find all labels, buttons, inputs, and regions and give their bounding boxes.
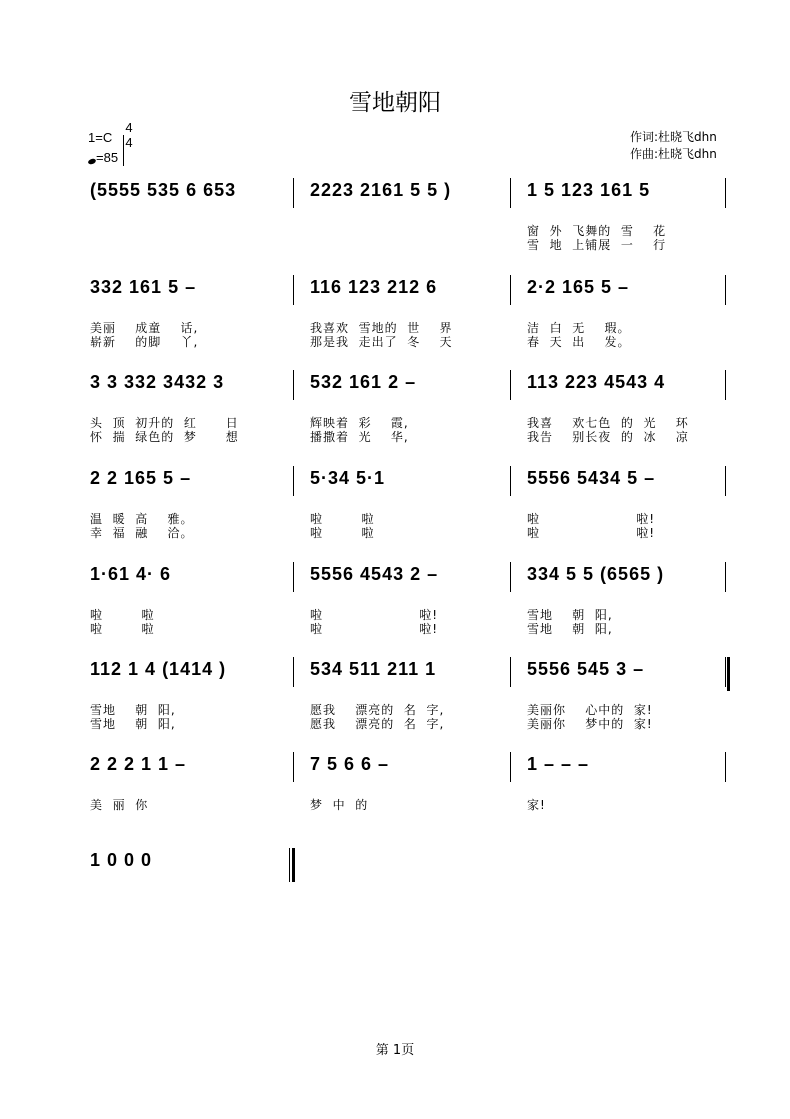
staff-row: [0, 178, 790, 274]
bar-line: [725, 370, 726, 400]
measure-notes: 116 123 212 6: [310, 277, 438, 297]
lyric-line-2: 啦 啦!: [310, 622, 439, 636]
bar-line: [510, 178, 511, 208]
measure-notes: 2 2 2 1 1 –: [90, 754, 187, 774]
bar-line: [510, 275, 511, 305]
bar-line: [510, 370, 511, 400]
bar-line: [289, 848, 290, 882]
lyric-line-1: 辉映着 彩 霞,: [310, 416, 409, 430]
bar-line: [510, 657, 511, 687]
staff-row: [0, 562, 790, 658]
lyric-line-2: 雪地 朝 阳,: [90, 717, 176, 731]
lyric-line-1: 雪地 朝 阳,: [90, 703, 176, 717]
bar-line: [293, 657, 294, 687]
repeat-bar-line: [727, 657, 730, 691]
bar-line: [725, 275, 726, 305]
bar-line: [510, 752, 511, 782]
bar-line: [510, 562, 511, 592]
bar-line: [293, 562, 294, 592]
measure-notes: 2223 2161 5 5 ): [310, 180, 452, 200]
measure-notes: 5·34 5·1: [310, 468, 386, 488]
composer-credit: 作曲:杜晓飞dhn: [630, 147, 717, 161]
time-sig-bottom: 4: [125, 135, 133, 150]
lyric-line-1: 家!: [527, 798, 546, 812]
lyric-line-1: 啦 啦!: [527, 512, 656, 526]
lyric-line-2: 怀 揣 绿色的 梦 想: [90, 430, 239, 444]
staff-row: [0, 752, 790, 848]
time-sig-line: [123, 135, 124, 166]
measure-notes: 7 5 6 6 –: [310, 754, 390, 774]
lyric-line-2: 雪 地 上铺展 一 行: [527, 238, 667, 252]
measure-notes: 112 1 4 (1414 ): [90, 659, 227, 679]
bar-line: [725, 752, 726, 782]
measure-notes: 5556 4543 2 –: [310, 564, 439, 584]
lyric-line-2: 美丽你 梦中的 家!: [527, 717, 653, 731]
measure-notes: (5555 535 6 653: [90, 180, 237, 200]
lyric-line-1: 美 丽 你: [90, 798, 149, 812]
key-signature: 1=C: [88, 130, 113, 145]
lyric-line-2: 幸 福 融 洽。: [90, 526, 194, 540]
lyricist-credit: 作词:杜晓飞dhn: [630, 130, 717, 144]
lyric-line-1: 啦 啦: [90, 608, 155, 622]
staff-row: [0, 466, 790, 562]
lyric-line-2: 啦 啦!: [527, 526, 656, 540]
measure-notes: 332 161 5 –: [90, 277, 197, 297]
time-sig-top: 4: [125, 120, 133, 135]
measure-notes: 1 5 123 161 5: [527, 180, 651, 200]
bar-line: [725, 178, 726, 208]
page-number: 第 1页: [375, 1043, 415, 1058]
measure-notes: 1 0 0 0: [90, 850, 153, 870]
lyric-line-1: 愿我 漂亮的 名 字,: [310, 703, 445, 717]
measure-notes: 5556 545 3 –: [527, 659, 645, 679]
time-signature: [122, 120, 136, 150]
lyric-line-1: 窗 外 飞舞的 雪 花: [527, 224, 667, 238]
lyric-line-1: 雪地 朝 阳,: [527, 608, 613, 622]
measure-notes: 534 511 211 1: [310, 659, 437, 679]
lyric-line-1: 美丽 成童 话,: [90, 321, 199, 335]
lyric-line-1: 我喜 欢七色 的 光 环: [527, 416, 689, 430]
lyric-line-2: 我告 别长夜 的 冰 凉: [527, 430, 689, 444]
lyric-line-2: 啦 啦: [310, 526, 375, 540]
staff-row: [0, 848, 790, 944]
lyric-line-2: 愿我 漂亮的 名 字,: [310, 717, 445, 731]
bar-line: [293, 752, 294, 782]
lyric-line-2: 春 天 出 发。: [527, 335, 631, 349]
lyric-line-1: 头 顶 初升的 红 日: [90, 416, 239, 430]
bar-line: [725, 562, 726, 592]
measure-notes: 334 5 5 (6565 ): [527, 564, 665, 584]
measure-notes: 2·2 165 5 –: [527, 277, 630, 297]
bar-line: [293, 370, 294, 400]
measure-notes: 1·61 4· 6: [90, 564, 172, 584]
staff-row: [0, 370, 790, 466]
lyric-line-2: 播撒着 光 华,: [310, 430, 409, 444]
bar-line: [293, 275, 294, 305]
bar-line: [725, 657, 726, 687]
measure-notes: 532 161 2 –: [310, 372, 417, 392]
measure-notes: 3 3 332 3432 3: [90, 372, 225, 392]
lyric-line-1: 啦 啦!: [310, 608, 439, 622]
lyric-line-2: 那是我 走出了 冬 天: [310, 335, 453, 349]
bar-line: [725, 466, 726, 496]
staff-row: [0, 275, 790, 371]
lyric-line-1: 我喜欢 雪地的 世 界: [310, 321, 453, 335]
bar-line: [293, 178, 294, 208]
measure-notes: 1 – – –: [527, 754, 590, 774]
song-title: 雪地朝阳: [349, 90, 441, 116]
lyric-line-2: 雪地 朝 阳,: [527, 622, 613, 636]
lyric-line-1: 啦 啦: [310, 512, 375, 526]
staff-row: [0, 657, 790, 753]
final-bar-line: [292, 848, 295, 882]
measure-notes: 113 223 4543 4: [527, 372, 666, 392]
measure-notes: 5556 5434 5 –: [527, 468, 656, 488]
measure-notes: 2 2 165 5 –: [90, 468, 192, 488]
lyric-line-2: 啦 啦: [90, 622, 155, 636]
bar-line: [510, 466, 511, 496]
lyric-line-2: 崭新 的脚 丫,: [90, 335, 199, 349]
tempo-value: =85: [96, 150, 119, 165]
bar-line: [293, 466, 294, 496]
tempo-mark: [88, 150, 118, 165]
lyric-line-1: 温 暖 高 雅。: [90, 512, 194, 526]
lyric-line-1: 美丽你 心中的 家!: [527, 703, 653, 717]
lyric-line-1: 梦 中 的: [310, 798, 369, 812]
lyric-line-1: 洁 白 无 瑕。: [527, 321, 631, 335]
